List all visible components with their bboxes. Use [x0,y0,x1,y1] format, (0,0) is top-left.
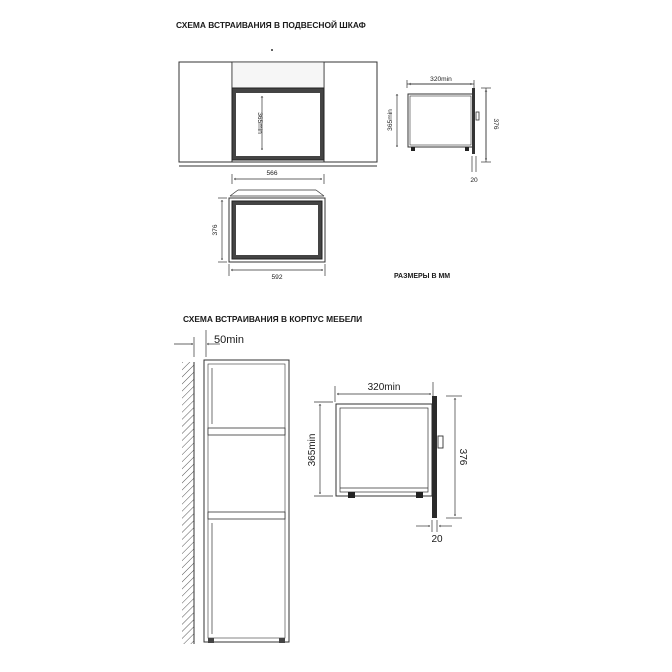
front-width-label: 592 [271,274,283,281]
side-total-height-label: 376 [492,118,499,130]
wall-gap-label: 50min [214,334,244,346]
cabinet-width-label: 566 [266,170,278,177]
total-height-label: 376 [457,448,468,466]
section1-title: СХЕМА ВСТРАИВАНИЯ В ПОДВЕСНОЙ ШКАФ [176,20,366,30]
frame-label: 20 [431,534,443,545]
appliance-side-view [307,382,468,545]
furniture-body-side-view [174,330,289,644]
side-frame-label: 20 [470,177,478,184]
section1-dot [271,49,273,51]
side-height-label: 365min [387,109,394,131]
units-note: РАЗМЕРЫ В ММ [394,273,451,280]
wall-cabinet-front-view [179,62,377,184]
side-view-small [387,76,499,184]
section2-title: СХЕМА ВСТРАИВАНИЯ В КОРПУС МЕБЕЛИ [183,314,363,324]
height-min-label: 365min [307,433,318,467]
cabinet-height-label: 365min [256,112,263,134]
side-depth-label: 320min [430,76,452,83]
front-height-label: 376 [212,224,219,236]
depth-label: 320min [367,382,401,393]
appliance-front-view [212,190,325,281]
